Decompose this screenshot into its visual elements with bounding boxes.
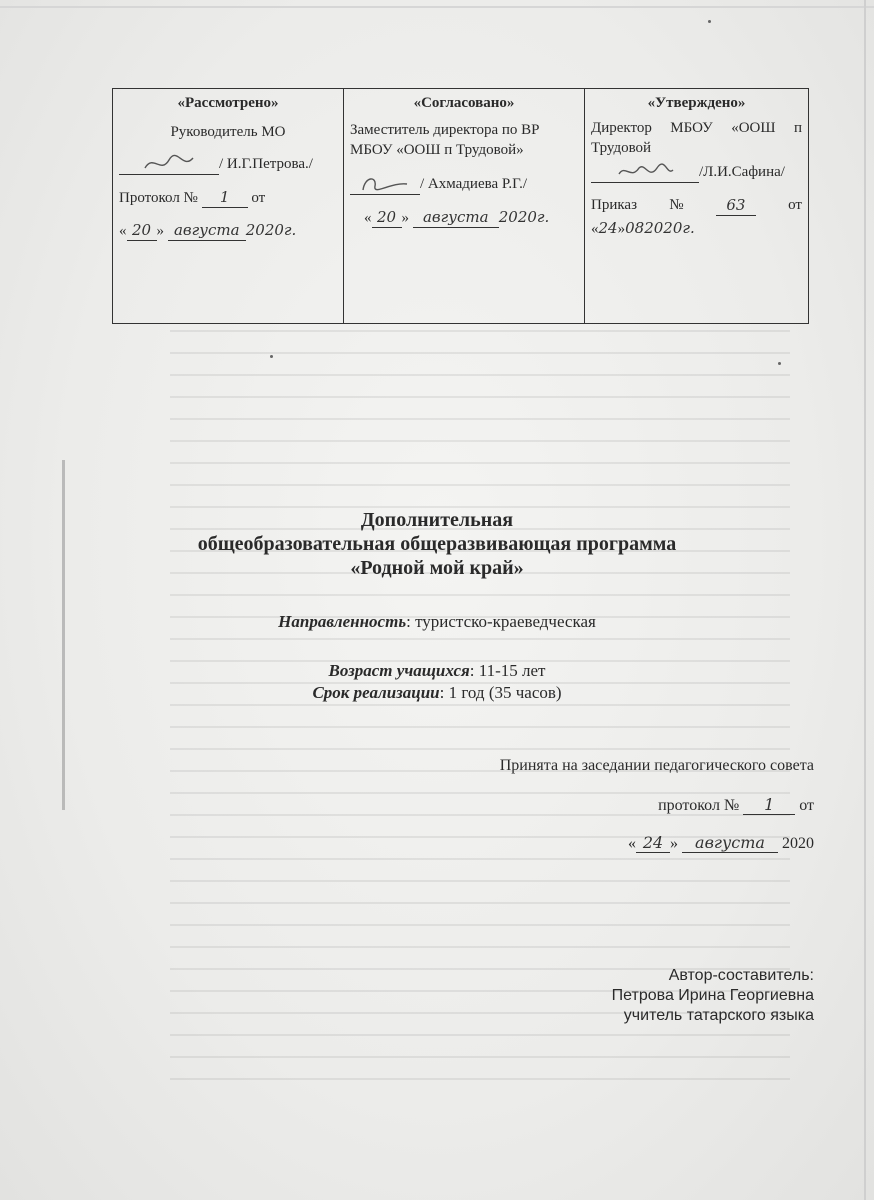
age — [0, 660, 874, 682]
date-year: 2020г. — [245, 221, 297, 239]
speck — [778, 362, 781, 365]
age-label: Возраст учащихся — [328, 661, 470, 680]
role-approved: Директор МБОУ «ООШ п Трудовой — [591, 120, 802, 156]
speck — [270, 355, 273, 358]
adopted-date-year: 2020 — [782, 835, 814, 852]
approval-cell-approved — [585, 89, 809, 324]
direction-label: Направленность — [278, 612, 407, 631]
signature-line-approved — [591, 160, 802, 183]
adopted-date-month: августа — [682, 833, 778, 853]
signer-reviewed: / И.Г.Петрова./ — [219, 156, 313, 172]
top-edge — [0, 6, 874, 8]
order-number: 63 — [716, 195, 756, 216]
order-suffix: от — [788, 197, 802, 213]
approval-cell-agreed — [344, 89, 585, 324]
signature-reviewed — [119, 152, 219, 175]
author-name: Петрова Ирина Георгиевна — [611, 987, 814, 1004]
date-day: 20 — [372, 207, 402, 228]
direction-value: : туристско-краеведческая — [406, 612, 596, 631]
protocol-reviewed — [119, 187, 337, 208]
order-label: Приказ — [591, 197, 638, 213]
title-line-3: «Родной мой край» — [350, 557, 524, 579]
date-approved: «24»082020г. — [591, 219, 695, 237]
direction — [0, 612, 874, 632]
adopted-protocol-suffix: от — [799, 797, 814, 814]
age-and-term — [0, 660, 874, 704]
title-line-1: Дополнительная — [360, 509, 514, 531]
heading-reviewed: «Рассмотрено» — [177, 95, 279, 111]
adopted-protocol-number: 1 — [743, 795, 795, 815]
date-day: 24 — [598, 219, 618, 237]
heading-approved: «Утверждено» — [647, 95, 746, 111]
date-month: августа — [413, 207, 499, 228]
approval-cell-reviewed — [113, 89, 344, 324]
term-value: : 1 год (35 часов) — [439, 683, 562, 702]
date-day: 20 — [127, 220, 157, 241]
signature-scribble — [355, 172, 415, 194]
signature-line-reviewed — [119, 152, 337, 175]
adopted-protocol — [658, 795, 814, 815]
term-label: Срок реализации — [312, 683, 440, 702]
adopted-date-day: 24 — [636, 833, 670, 853]
signature-agreed — [350, 172, 420, 195]
signature-scribble — [615, 160, 675, 182]
signer-approved: /Л.И.Сафина/ — [699, 164, 785, 180]
adopted-statement: Принята на заседании педагогического совета — [499, 757, 814, 774]
role-agreed: Заместитель директора по ВР МБОУ «ООШ п Трудовой» — [350, 122, 540, 158]
date-month: 08 — [625, 219, 645, 237]
age-value: : 11-15 лет — [469, 661, 546, 680]
date-reviewed: « 20 » августа 2020г. — [119, 221, 297, 239]
protocol-label: Протокол № — [119, 190, 198, 206]
author-position: учитель татарского языка — [623, 1007, 814, 1024]
order-no-label: № — [669, 197, 684, 213]
date-year: 2020г. — [498, 208, 550, 226]
signature-scribble — [139, 152, 199, 174]
order-approved — [591, 195, 802, 216]
signature-line-agreed — [350, 172, 578, 195]
date-year: 2020г. — [644, 219, 695, 237]
protocol-suffix: от — [251, 190, 266, 206]
role-reviewed: Руководитель МО — [170, 124, 286, 140]
heading-agreed: «Согласовано» — [413, 95, 515, 111]
adopted-date: « 24 » августа 2020 — [628, 833, 814, 852]
author-label: Автор-составитель: — [668, 967, 814, 984]
author-block — [612, 966, 814, 1026]
protocol-number: 1 — [202, 187, 248, 208]
signature-approved — [591, 160, 699, 183]
adopted-protocol-label: протокол № — [658, 797, 740, 814]
title-line-2: общеобразовательная общеразвивающая программа — [197, 533, 677, 555]
term — [0, 682, 874, 704]
date-agreed: « 20 » августа 2020г. — [364, 208, 550, 226]
program-title — [0, 508, 874, 580]
speck — [708, 20, 711, 23]
right-edge — [864, 0, 866, 1200]
approval-table — [112, 88, 809, 324]
date-month: августа — [168, 220, 246, 241]
signer-agreed: / Ахмадиева Р.Г./ — [420, 176, 528, 192]
